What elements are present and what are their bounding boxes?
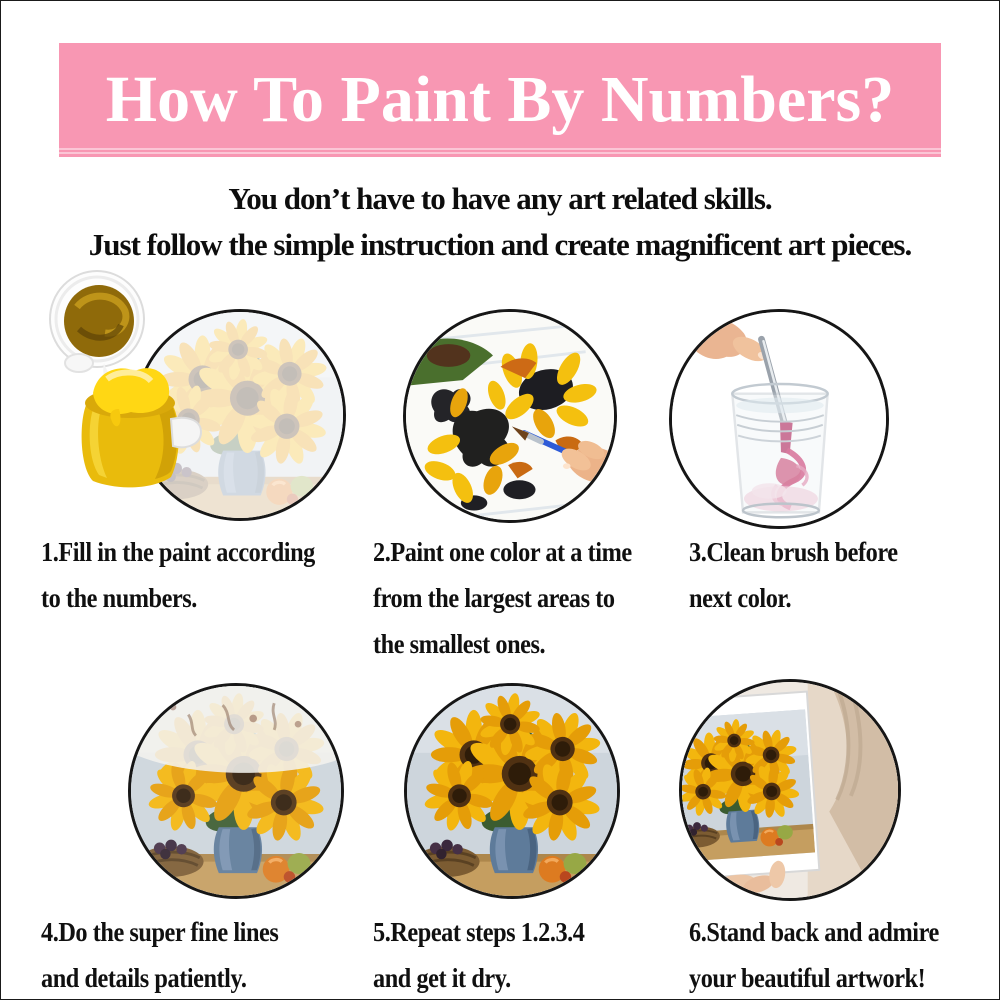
rinse-brush-icon: [672, 312, 886, 526]
caption-line: and get it dry.: [373, 963, 511, 993]
paint-pots-icon: [49, 267, 239, 507]
caption-line: 6.Stand back and admire: [689, 917, 939, 947]
step-4-image: [128, 683, 344, 899]
step-1-caption: [41, 529, 345, 621]
step-6-image: [679, 679, 901, 901]
caption-line: to the numbers.: [41, 583, 197, 613]
step-5-image: [404, 683, 620, 899]
caption-line: 5.Repeat steps 1.2.3.4: [373, 917, 585, 947]
step-2-image: [403, 309, 617, 523]
fine-details-icon: [131, 686, 341, 896]
step-5-caption: [373, 909, 608, 1000]
step-3-caption: [689, 529, 921, 621]
caption-line: and details patiently.: [41, 963, 247, 993]
title-banner: [59, 43, 941, 157]
step-4-caption: [41, 909, 305, 1000]
painting-hand-icon: [406, 312, 614, 520]
page-title: How To Paint By Numbers?: [105, 63, 895, 136]
caption-line: next color.: [689, 583, 792, 613]
caption-line: 1.Fill in the paint according: [41, 537, 315, 567]
caption-line: 3.Clean brush before: [689, 537, 898, 567]
caption-line: 4.Do the super fine lines: [41, 917, 279, 947]
step-2-caption: [373, 529, 660, 667]
caption-line: your beautiful artwork!: [689, 963, 926, 993]
paint-pots: [49, 267, 239, 507]
step-6-caption: [689, 909, 967, 1000]
admire-artwork-icon: [682, 682, 898, 898]
finished-painting-icon: [407, 686, 617, 896]
caption-line: from the largest areas to: [373, 583, 615, 613]
caption-line: the smallest ones.: [373, 629, 546, 659]
intro-line-2: Just follow the simple instruction and create magnificent art pieces.: [88, 227, 912, 262]
step-3-image: [669, 309, 889, 529]
intro-line-1: You don’t have to have any art related skills.: [228, 181, 772, 216]
caption-line: 2.Paint one color at a time: [373, 537, 632, 567]
